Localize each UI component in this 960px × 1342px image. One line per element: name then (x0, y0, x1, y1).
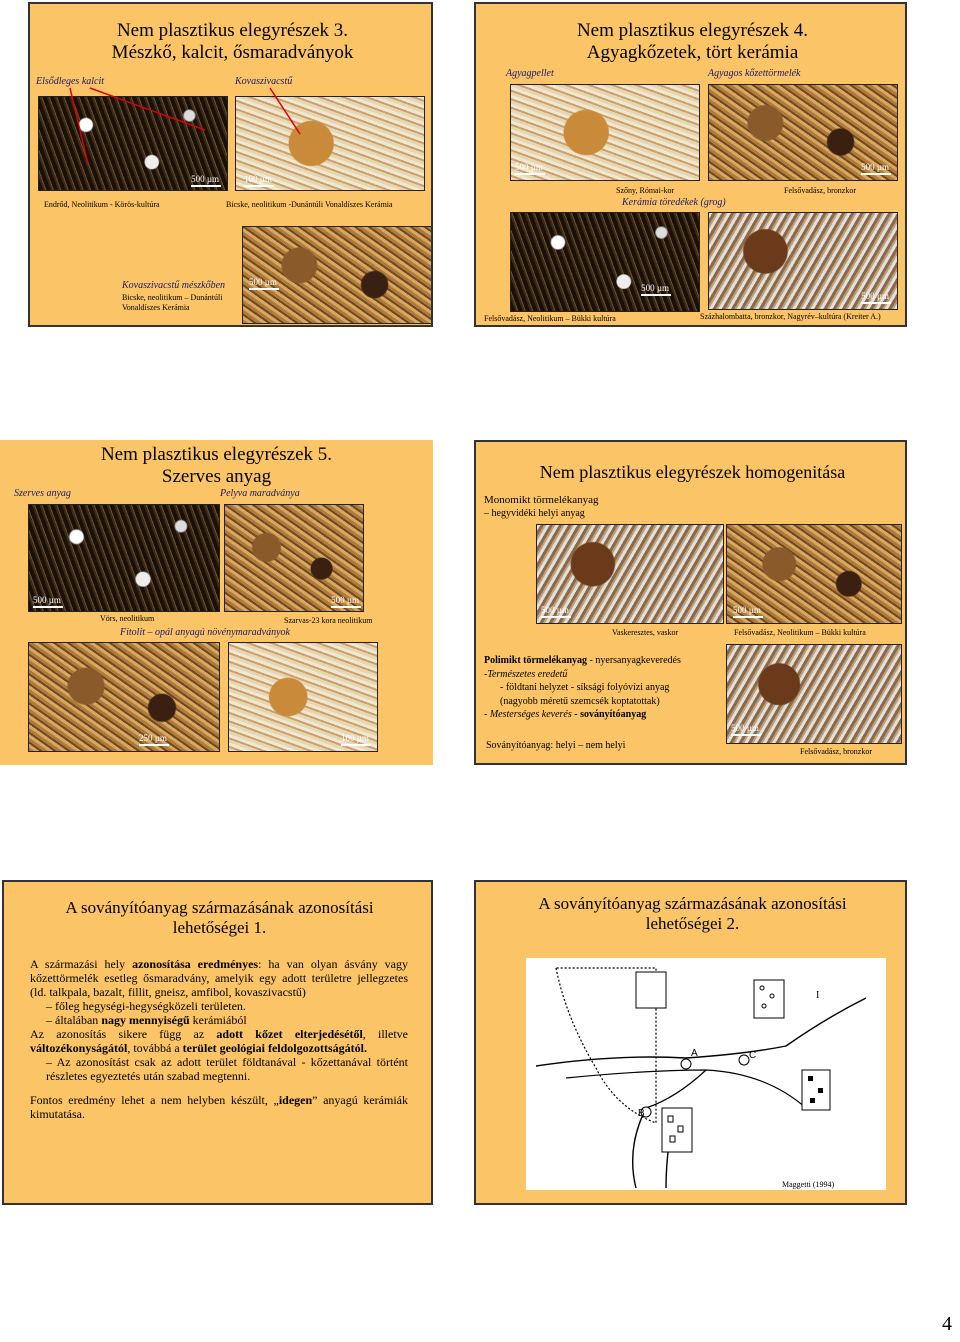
label-phytolith: Fitolit – opál anyagú növénymaradványok (120, 627, 290, 638)
marker-a: A (691, 1048, 698, 1059)
monomict-sub: – hegyvidéki helyi anyag (484, 508, 585, 519)
caption-felsovadasz-neolithic: Felsővadász, Neolitikum – Bükki kultúra (484, 314, 616, 323)
provenance-map (526, 958, 886, 1190)
slide-organic (0, 440, 433, 765)
caption-felsovadasz-bukk: Felsővadász, Neolitikum – Bükki kultúra (734, 628, 866, 637)
micrograph-vors: 500 µm (28, 504, 220, 612)
slide-title: Nem plasztikus elegyrészek 3. Mészkő, kalcit, ősmaradványok (111, 20, 354, 63)
marker-b: B (638, 1108, 645, 1119)
micrograph-szazhalombatta: 500 µm (708, 212, 898, 310)
caption-szarvas: Szarvas-23 kora neolitikum (284, 616, 373, 625)
roman-marker: I (816, 990, 820, 1001)
label-spicule-in-limestone: Kovaszivacstű mészkőben (122, 280, 226, 291)
caption-endrod: Endrőd, Neolitikum - Körös-kultúra (44, 200, 160, 209)
label-chaff: Pelyva maradványa (220, 488, 300, 499)
body-text: A származási hely azonosítása eredményes: ha van olyan ásvány vagy kőzettörmelék esetleg ősmaradvány, amelyik egy adott területre jellegzetes (ld. talkpala, bazalt, fillit, gneisz, amfibol, kovaszivacstű) – főleg hegységi-hegységközeli területen. – általában nagy mennyiségű kerámiából Az azonosítás sikere függ az adott kőzet elterjedésétől, illetve változékonyságától, továbbá a terület geológiai feldolgozottságától. – Az azonosítást csak az adott terület földtanával - kőzettanával történt részletes egyeztetés után szabad megtenni. Fontos eredmény lehet a nem helyben készült, „idegen” anyagú kerámiák kimutatása. (30, 957, 408, 1122)
monomict-heading: Monomikt törmelékanyag (484, 494, 599, 506)
micrograph-szony: 500 µm (510, 84, 700, 181)
caption-vaskeresztes: Vaskeresztes, vaskor (612, 628, 679, 637)
micrograph-phytolith-2: 100 µm (228, 642, 378, 752)
micrograph-felsovadasz-neolithic: 500 µm (510, 212, 700, 312)
caption-bicske-2-line2: Vonaldíszes Kerámia (122, 303, 190, 312)
slide-homogeneity (474, 440, 907, 765)
caption-szazhalombatta: Százhalombatta, bronzkor, Nagyrév–kultúra (Kreiter A.) (700, 312, 881, 321)
label-organic: Szerves anyag (14, 488, 71, 499)
slide-origin-1 (2, 880, 433, 1205)
temper-local-nonlocal: Soványítóanyag: helyi – nem helyi (486, 740, 626, 751)
caption-felsovadasz-bronze: Felsővadász, bronzkor (800, 747, 872, 756)
polymict-block: Polimikt törmelékanyag - nyersanyagkeveredés -Természetes eredetű - földtani helyzet - síksági folyóvízi anyag (nagyobb méretű szemcsék koptatottak) - Mesterséges keverés - soványítóanyag (484, 655, 681, 720)
slide-clay-rocks (474, 2, 907, 327)
slide-mixed-limestone (28, 2, 433, 327)
micrograph-felsovadasz-bronze: 500 µm (726, 644, 902, 744)
micrograph-szarvas: 500 µm (224, 504, 364, 612)
label-primary-calcite: Elsődleges kalcit (36, 76, 105, 87)
micrograph-felsovadasz-bukk: 500 µm (726, 524, 902, 624)
label-sponge-spicule: Kovaszivacstű (235, 76, 293, 87)
caption-vors: Vörs, neolitikum (100, 614, 155, 623)
micrograph-phytolith-1: 250 µm (28, 642, 220, 752)
provenance-diagram (526, 958, 886, 1190)
label-grog: Kerámia töredékek (grog) (622, 197, 726, 208)
micrograph-bicske: 100 µm (235, 96, 425, 191)
micrograph-felsovadasz: 500 µm (708, 84, 898, 181)
micrograph-vaskeresztes: 500 µm (536, 524, 724, 624)
caption-bicske: Bicske, neolitikum -Dunántúli Vonaldíszes Kerámia (226, 200, 393, 209)
diagram-credit: Maggetti (1994) (782, 1180, 835, 1189)
label-clayey-rock: Agyagos kőzettörmelék (708, 68, 801, 79)
slide-title: A soványítóanyag származásának azonosítási lehetőségei 1. (65, 898, 374, 937)
micrograph-bicske-2: 500 µm (242, 226, 432, 324)
page-number: 4 (942, 1313, 952, 1335)
marker-c: C (749, 1050, 757, 1061)
slide-title: Nem plasztikus elegyrészek 5. Szerves anyag (100, 444, 333, 487)
micrograph-endrod: 500 µm (38, 96, 228, 191)
caption-szony: Szőny, Római-kor (616, 186, 675, 195)
slide-origin-2 (474, 880, 907, 1205)
caption-bicske-2-line1: Bicske, neolitikum – Dunántúli (122, 293, 223, 302)
slide-title: A soványítóanyag származásának azonosítási lehetőségei 2. (538, 894, 847, 933)
slide-title: Nem plasztikus elegyrészek 4. Agyagkőzetek, tört kerámia (576, 20, 809, 63)
label-clay-pellet: Agyagpellet (506, 68, 554, 79)
slide-title: Nem plasztikus elegyrészek homogenitása (539, 462, 846, 482)
caption-felsovadasz: Felsővadász, bronzkor (784, 186, 856, 195)
